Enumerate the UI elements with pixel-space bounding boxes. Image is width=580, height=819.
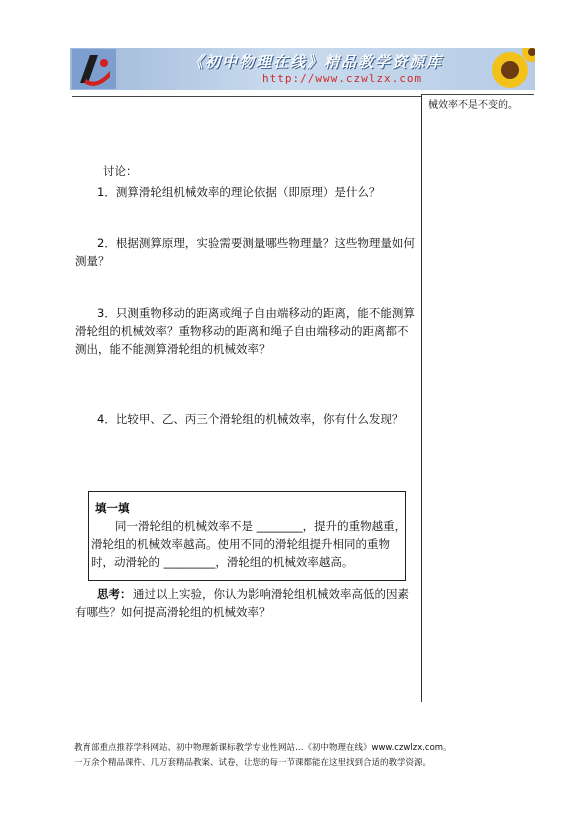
question-2-line2: 测量？: [75, 254, 110, 268]
header-rule: [72, 96, 422, 97]
think-line1: 通过以上实验，你认为影响滑轮组机械效率高低的因素: [133, 587, 409, 601]
question-3-line1: 3．只测重物移动的距离或绳子自由端移动的距离，能不能测算: [97, 306, 415, 320]
side-rule: [422, 94, 534, 95]
think-line2: 有哪些？如何提高滑轮组的机械效率？: [75, 605, 271, 619]
sunflower-icon: [480, 48, 535, 90]
fill-box-line3: 时，动滑轮的 _________，滑轮组的机械效率越高。: [91, 555, 354, 569]
logo-icon: [72, 49, 116, 89]
side-note: 械效率不是不变的。: [428, 100, 518, 111]
header-banner: [70, 48, 535, 90]
discussion-heading: 讨论：: [103, 164, 138, 178]
footer-line2: 一万余个精品课件、几万套精品教案、试卷，让您的每一节课都能在这里找到合适的教学资源。: [74, 758, 432, 768]
banner-title: 《初中物理在线》精品教学资源库: [188, 53, 444, 71]
fill-box-line1: 同一滑轮组的机械效率不是 ________，提升的重物越重，: [115, 519, 407, 533]
think-label: 思考：: [97, 587, 132, 601]
question-4: 4．比较甲、乙、丙三个滑轮组的机械效率，你有什么发现？: [97, 412, 404, 426]
fill-box-heading: 填一填: [95, 501, 130, 515]
fill-box-line2: 滑轮组的机械效率越高。使用不同的滑轮组提升相同的重物: [91, 537, 390, 551]
question-2-line1: 2．根据测算原理，实验需要测量哪些物理量？这些物理量如何: [97, 236, 415, 250]
fill-in-box: [88, 491, 406, 581]
question-3-line2: 滑轮组的机械效率？重物移动的距离和绳子自由端移动的距离都不: [75, 324, 409, 338]
question-3-line3: 测出，能不能测算滑轮组的机械效率？: [75, 342, 271, 356]
footer-line1: 教育部重点推荐学科网站、初中物理新课标教学专业性网站…《初中物理在线》www.czwlzx.com。: [74, 743, 452, 753]
question-1: 1．测算滑轮组机械效率的理论依据（即原理）是什么？: [97, 185, 381, 199]
column-divider: [421, 94, 422, 702]
banner-url[interactable]: http://www.czwlzx.com: [262, 72, 423, 85]
